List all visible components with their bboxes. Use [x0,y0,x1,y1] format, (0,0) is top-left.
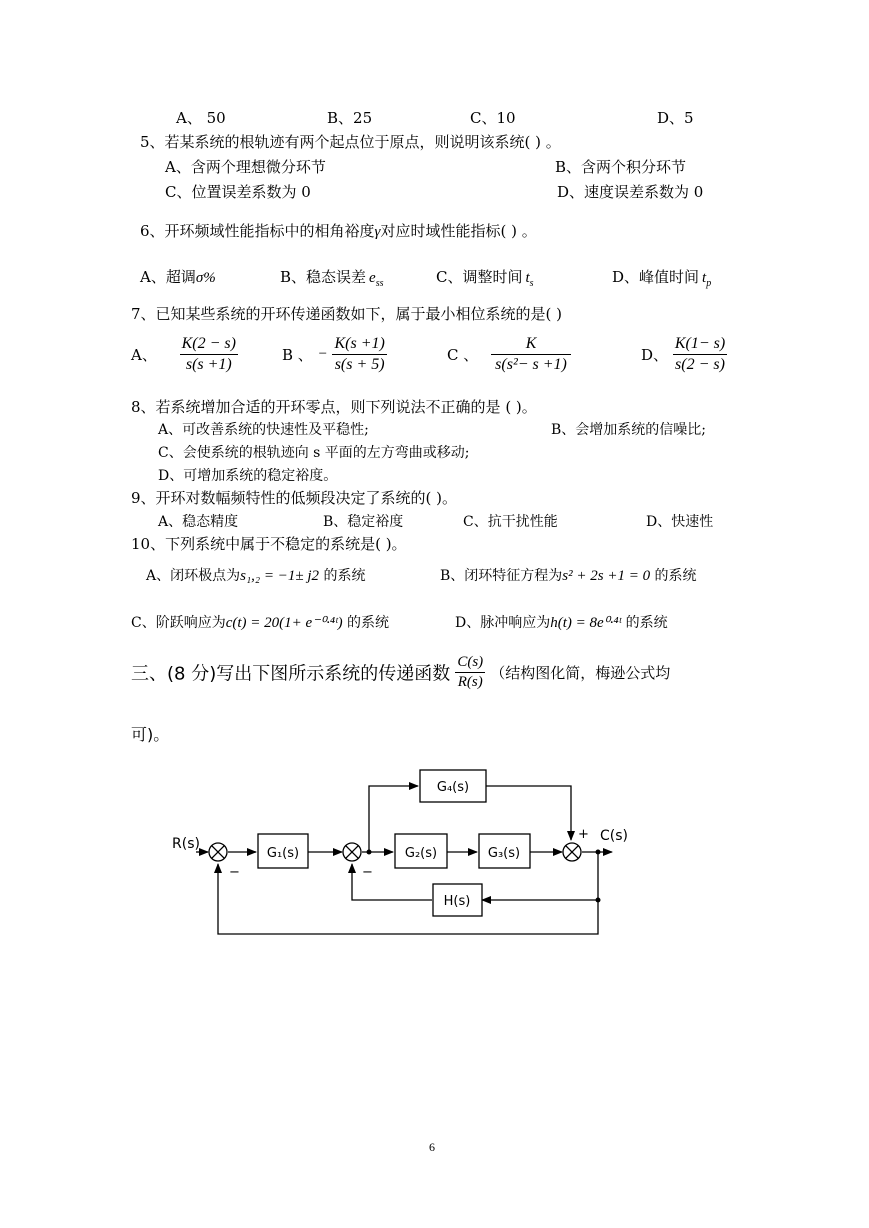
section3-fraction-numerator: C(s) [455,654,485,673]
q7-stem: 7、已知某些系统的开环传递函数如下，属于最小相位系统的是( ) [131,305,563,323]
q10-option-b-math: s² + 2s +1 = 0 [562,568,651,584]
input-label: R(s) [172,836,200,852]
q10-option-d-math: h(t) = 8e⁰·⁴ᵗ [550,615,622,631]
q10-option-b-text: B、闭环特征方程为 [440,568,563,584]
q9-option-b: B、稳定裕度 [323,514,404,530]
q6-option-b-text: B、稳态误差 [280,268,367,286]
q10-option-a-text: A、闭环极点为 [146,568,241,584]
block-g4-label: G₄(s) [436,780,470,795]
line-unity-feedback [218,864,598,934]
q5-option-c: C、位置误差系数为 0 [165,183,311,201]
q9-option-a: A、稳态精度 [158,514,239,530]
q5-stem: 5、若某系统的根轨迹有两个起点位于原点，则说明该系统( ) 。 [140,133,561,151]
block-g3-label: G₃(s) [487,846,521,861]
section3-title-text: 三、(8 分)写出下图所示系统的传递函数 [131,663,451,685]
q9-option-d: D、快速性 [646,514,714,530]
q9-option-c: C、抗干扰性能 [463,514,558,530]
q6-option-d-text: D、峰值时间 [612,268,700,286]
section3-title-suffix: （结构图化简，梅逊公式均 [490,664,671,682]
q5-option-b: B、含两个积分环节 [555,158,687,176]
q9-stem: 9、开环对数幅频特性的低频段决定了系统的( )。 [131,489,458,507]
summing-junction-3 [563,843,581,861]
q6-option-c-sub: s [529,278,534,289]
q10-option-d-suffix: 的系统 [625,615,668,631]
summing-junction-1 [209,843,227,861]
q7-option-b-numerator: K(s +1) [332,335,386,355]
q7-option-d-denominator: s(2 − s) [675,356,725,373]
q7-option-b-denominator: s(s + 5) [334,356,385,373]
q6-option-b-sub: ss [375,278,384,289]
q8-option-d: D、可增加系统的稳定裕度。 [158,468,338,484]
section3-fraction-denominator: R(s) [457,674,483,690]
q10-option-a-math: s₁,₂ = −1± j2 [240,568,320,584]
q6-option-b-symbol: e [369,270,376,286]
block-h-label: H(s) [443,894,471,909]
sum3-sign: + [578,827,589,842]
q6-option-a-symbol: σ% [195,270,216,286]
q6-option-d-sub: p [706,278,712,289]
q10-option-a-suffix: 的系统 [323,568,366,584]
q10-option-b-suffix: 的系统 [654,568,697,584]
q6-stem-post: 对应时域性能指标( ) 。 [380,222,537,240]
q5-option-a: A、含两个理想微分环节 [165,158,326,176]
q8-stem: 8、若系统增加合适的开环零点，则下列说法不正确的是 ( )。 [131,398,537,416]
sum1-sign: − [229,865,240,880]
q7-option-b-label: B 、 [282,346,313,364]
q7-option-a-label: A、 [131,346,157,364]
page-number: 6 [429,1140,435,1154]
q6-option-c-symbol: t [525,270,530,286]
q7-option-d-numerator: K(1− s) [673,335,727,355]
q6-option-a-text: A、超调 [140,268,196,286]
q10-stem: 10、下列系统中属于不稳定的系统是( )。 [131,535,407,553]
q10-option-c-math: c(t) = 20(1+ e⁻⁰·⁴ᵗ) [225,615,343,631]
q7-option-c-numerator: K [491,335,571,355]
q7-option-b-sign: − [317,346,328,362]
q7-option-a-numerator: K(2 − s) [180,335,238,355]
block-g1-label: G₁(s) [266,846,300,861]
branch-point-feedback [596,898,601,903]
section3-title-continued: 可)。 [131,725,170,744]
q7-option-a-denominator: s(s +1) [185,356,232,373]
q4-option-a: A、 50 [176,109,226,127]
q8-option-b: B、会增加系统的信噪比; [551,422,707,438]
q6-option-d-symbol: t [702,270,707,286]
q6-stem-pre: 6、开环频域性能指标中的相角裕度 [140,222,375,240]
q5-option-d: D、速度误差系数为 0 [557,183,704,201]
q7-option-c-label: C 、 [447,346,479,364]
branch-point-output [596,850,601,855]
q6-stem-symbol: γ [374,224,381,240]
summing-junction-2 [343,843,361,861]
output-label: C(s) [600,828,628,844]
q10-option-c-suffix: 的系统 [347,615,390,631]
q10-option-d-text: D、脉冲响应为 [455,615,551,631]
block-g2-label: G₂(s) [404,846,438,861]
q8-option-c: C、会使系统的根轨迹向 s 平面的左方弯曲或移动; [158,445,470,461]
q7-option-c-denominator: s(s²− s +1) [495,356,567,373]
q4-option-d: D、5 [657,109,694,127]
q4-option-b: B、25 [327,109,373,127]
q6-option-c-text: C、调整时间 [436,268,523,286]
sum2-sign: − [362,865,373,880]
q10-option-c-text: C、阶跃响应为 [131,615,226,631]
q4-option-c: C、10 [470,109,516,127]
line-g4-to-sum3 [486,786,571,840]
q7-option-d-label: D、 [641,346,669,364]
q8-option-a: A、可改善系统的快速性及平稳性; [158,422,369,438]
branch-point-g4 [367,850,372,855]
